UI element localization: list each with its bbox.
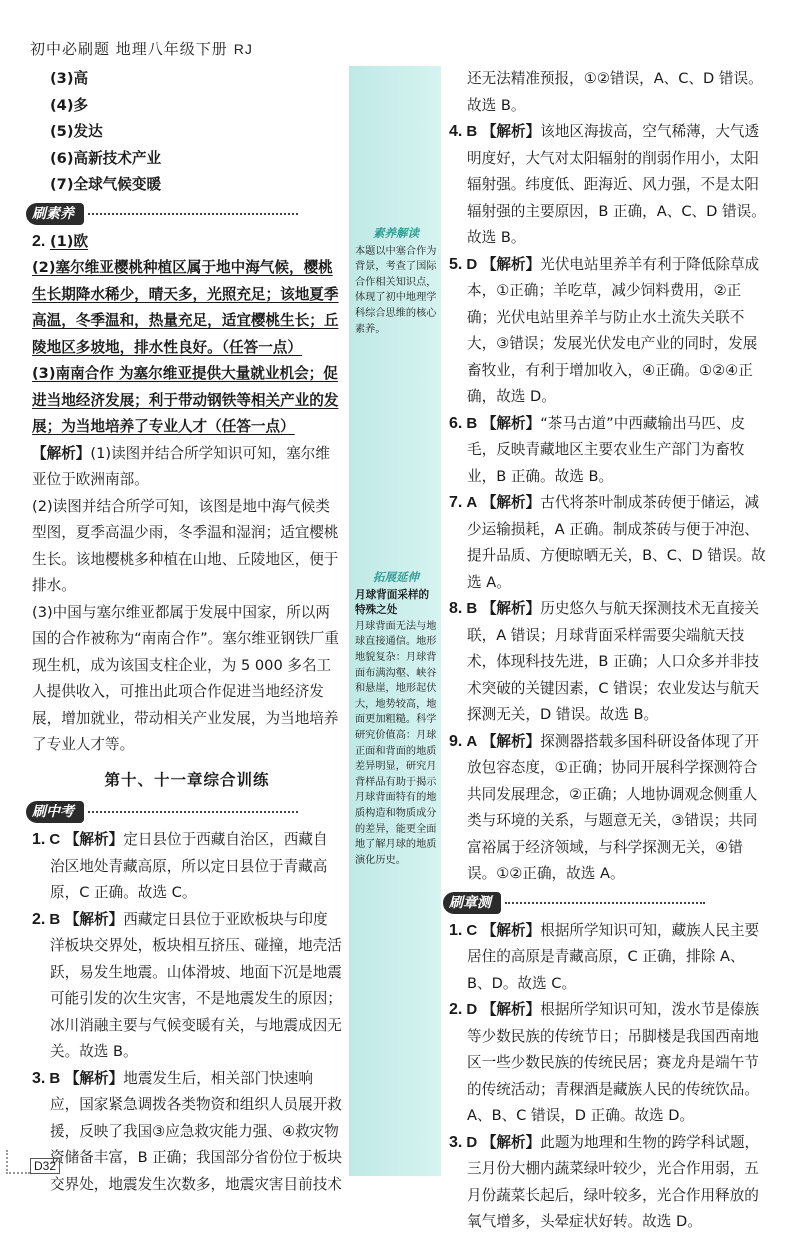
header-edition: RJ <box>233 41 253 57</box>
question-number: 1. <box>32 831 46 848</box>
explanation-text: 古代将茶叶制成茶砖便于储运，减少运输损耗，A 正确。制成茶砖与便于冲泡、提升品质、方便晾晒无关，B、C、D 错误。故选 A。 <box>467 494 766 591</box>
section-badge-chapter-test <box>443 892 705 914</box>
question-number: 5. <box>449 255 463 273</box>
question-number: 6. <box>449 414 463 432</box>
badge-label: 刷中考 <box>26 801 84 823</box>
question-item <box>449 490 769 596</box>
answer-part: (1)欧 <box>49 232 89 250</box>
question-number: 8. <box>449 600 463 617</box>
explanation-text: 地震发生后，相关部门快速响应，国家紧急调拨各类物资和组织人员展开救援，反映了我国③应急救灾能力强、④救灾物资储备丰富，B 正确；我国部分省份位于板块交界处，地震发生次数多，地震灾害目前技术 <box>50 1069 342 1193</box>
header-title: 初中必刷题 地理八年级下册 <box>30 40 228 58</box>
explanation-text: 此题为地理和生物的跨学科试题，三月份大棚内蔬菜绿叶较少，光合作用弱，五月份蔬菜长起后，绿叶较多，光合作用释放的氧气增多，头晕症状好转。故选 D。 <box>467 1133 760 1230</box>
left-column <box>32 66 342 1198</box>
answer-line: (3)高 <box>50 70 89 87</box>
answer-letter: B <box>466 600 478 617</box>
side-note-title: 素养解读 <box>373 226 419 240</box>
side-note-title: 拓展延伸 <box>373 570 419 584</box>
explanation-text: (2)读图并结合所学可知，该图是地中海气候类型图，夏季高温少雨，冬季温和湿润；适宜樱桃生长。该地樱桃多种植在山地、丘陵地区，便于排水。 <box>32 497 339 594</box>
question-item <box>32 907 342 1066</box>
page-number: D32 <box>30 1158 60 1174</box>
explanation-continued: 还无法精准预报，①②错误，A、C、D 错误。故选 B。 <box>467 70 763 114</box>
explanation-text: 光伏电站里养羊有利于降低除草成本，①正确；羊吃草，减少饲料费用，②正确；光伏电站里养羊与防止水土流失关联不大，③错误；发展光伏发电产业的同时，发展畜牧业，有利于增加收入，④正确。①②④正确，故选 D。 <box>467 255 760 405</box>
answer-letter: D <box>466 255 478 273</box>
explanation-text: 定日县位于西藏自治区，西藏自治区地处青藏高原，所以定日县位于青藏高原，C 正确。故选 C。 <box>50 831 328 901</box>
answer-letter: B <box>49 910 61 928</box>
answer-letter: A <box>466 494 478 511</box>
answer-line: (4)多 <box>50 96 89 114</box>
explanation-text: 探测器搭载多国科研设备体现了开放包容态度，①正确；协同开展科学探测符合共同发展理念，②正确；人地协调观念侧重人类与环境的关系，与题意无关，③错误；共同富裕属于经济领域，与科学探测无关，④错误。①②正确，故选 A。 <box>467 732 760 882</box>
explanation-text: 该地区海拔高，空气稀薄，大气透明度好，大气对太阳辐射的削弱作用小，太阳辐射强。纬度低、距海近、风力强，不是太阳辐射强的主要原因，B 正确，A、C、D 错误。故选 B。 <box>467 123 766 246</box>
explanation-text: (3)中国与塞尔维亚都属于发展中国家，所以两国的合作被称为“南南合作”。塞尔维亚钢铁厂重现生机，成为该国支柱企业，为 5 000 多名工人提供收入，可推出此项合作促进当地经济发展，增加就业，带动相关产业发展，为当地培养了专业人才等。 <box>32 603 339 753</box>
question-item <box>449 252 769 411</box>
explanation-tag: 【解析】 <box>481 1001 541 1018</box>
answer-part: (3)南南合作 为塞尔维亚提供大量就业机会；促进当地经济发展；利于带动钢铁等相关产业的发展；为当地培养了专业人才（任答一点） <box>32 365 339 435</box>
badge-label: 刷素养 <box>26 203 84 225</box>
explanation-text: 根据所学知识可知，泼水节是傣族等少数民族的传统节日；吊脚楼是我国西南地区一些少数民族的传统民居；赛龙舟是端午节的传统活动；青稞酒是藏族人民的传统饮品。A、B、C 错误，D 正确。故选 D。 <box>467 1001 760 1124</box>
question-number: 4. <box>449 123 463 140</box>
explanation-text: 历史悠久与航天探测技术无直接关联，A 错误；月球背面采样需要尖端航天技术，体现科技先进，B 正确；人口众多并非技术突破的关键因素，C 错误；农业发达与航天探测无关，D 错误。故选 B。 <box>467 600 760 723</box>
side-note-heading: 月球背面采样的特殊之处 <box>355 588 430 617</box>
question-item <box>449 729 769 888</box>
answer-line: (5)发达 <box>50 123 103 140</box>
question-number: 1. <box>449 921 463 939</box>
question-number: 2. <box>32 910 46 928</box>
explanation <box>32 441 342 494</box>
answer-letter: A <box>466 732 478 750</box>
answer-letter: D <box>466 1001 478 1018</box>
explanation-text: (1)读图并结合所学知识可知，塞尔维亚位于欧洲南部。 <box>32 444 330 488</box>
question-item <box>449 918 769 998</box>
question-number: 3. <box>449 1133 463 1151</box>
page-header <box>30 38 253 59</box>
right-column <box>449 66 769 1236</box>
question-item <box>449 1130 769 1236</box>
question-item <box>449 596 769 729</box>
explanation-tag: 【解析】 <box>481 123 541 140</box>
question-number: 7. <box>449 494 463 511</box>
section-badge-literacy <box>26 203 298 225</box>
explanation-text: 西藏定日县位于亚欧板块与印度洋板块交界处，板块相互挤压、碰撞，地壳活跃，易发生地震。山体滑坡、地面下沉是地震可能引发的次生灾害，不是地震发生的原因；冰川消融主要与气候变暖有关，与地震成因无关。故选 B。 <box>50 910 342 1060</box>
answer-part: (2)塞尔维亚樱桃种植区属于地中海气候，樱桃生长期降水稀少，晴天多，光照充足；该地夏季高温，冬季温和，热量充足，适宜樱桃生长；丘陵地区多坡地，排水性良好。（任答一点） <box>32 259 339 356</box>
explanation-tag: 【解析】 <box>481 600 541 617</box>
question-number: 2. <box>449 1001 463 1018</box>
question-item <box>449 997 769 1130</box>
answer-letter: C <box>49 831 61 848</box>
answer-letter: D <box>466 1133 478 1151</box>
side-note-literacy <box>355 226 437 337</box>
explanation-tag: 【解析】 <box>481 414 541 432</box>
answer-letter: C <box>466 921 478 939</box>
question-item <box>32 1066 342 1199</box>
section-badge-exam <box>26 801 298 823</box>
explanation-tag: 【解析】 <box>481 494 541 511</box>
answer-letter: B <box>466 414 478 432</box>
answer-letter: B <box>49 1069 61 1087</box>
side-note-text: 月球背面无法与地球直接通信。地形地貌复杂：月球背面布满沟壑、峡谷和悬崖，地形起伏大，地势较高，地面更加粗糙。科学研究价值高：月球正面和背面的地质差异明显，研究月背样品有助于揭示月球背面特有的地质构造和物质成分的差异，能更全面地了解月球的地质演化历史。 <box>355 620 437 866</box>
question-item <box>32 827 342 907</box>
explanation-tag: 【解析】 <box>481 255 541 273</box>
explanation-tag: 【解析】 <box>64 910 124 928</box>
answer-letter: B <box>466 123 478 140</box>
footer-ornament <box>6 1150 30 1174</box>
chapter-title: 第十、十一章综合训练 <box>104 770 270 789</box>
question-number: 3. <box>32 1069 46 1087</box>
question-number: 2. <box>32 232 46 250</box>
question-2-answer <box>32 229 342 256</box>
question-item <box>449 119 769 252</box>
answer-line: (6)高新技术产业 <box>50 149 162 167</box>
side-note-text: 本题以中塞合作为背景，考查了国际合作相关知识点，体现了初中地理学科综合思维的核心素养。 <box>355 245 437 335</box>
explanation-tag: 【解析】 <box>481 732 541 750</box>
question-number: 9. <box>449 732 463 750</box>
badge-label: 刷章测 <box>443 892 501 914</box>
answer-line: (7)全球气候变暖 <box>50 176 162 193</box>
explanation-tag: 【解析】 <box>481 921 541 939</box>
explanation-text: “茶马古道”中西藏输出马匹、皮毛，反映青藏地区主要农业生产部门为畜牧业，B 正确。故选 B。 <box>467 414 746 485</box>
explanation-tag: 【解析】 <box>481 1133 541 1151</box>
explanation-tag: 【解析】 <box>64 1069 124 1087</box>
side-note-extension <box>355 570 437 868</box>
question-item <box>449 411 769 491</box>
explanation-text: 根据所学知识可知，藏族人民主要居住的高原是青藏高原，C 正确，排除 A、B、D。故选 C。 <box>467 921 760 992</box>
explanation-tag: 【解析】 <box>64 831 124 848</box>
explanation-tag: 【解析】 <box>32 444 91 462</box>
